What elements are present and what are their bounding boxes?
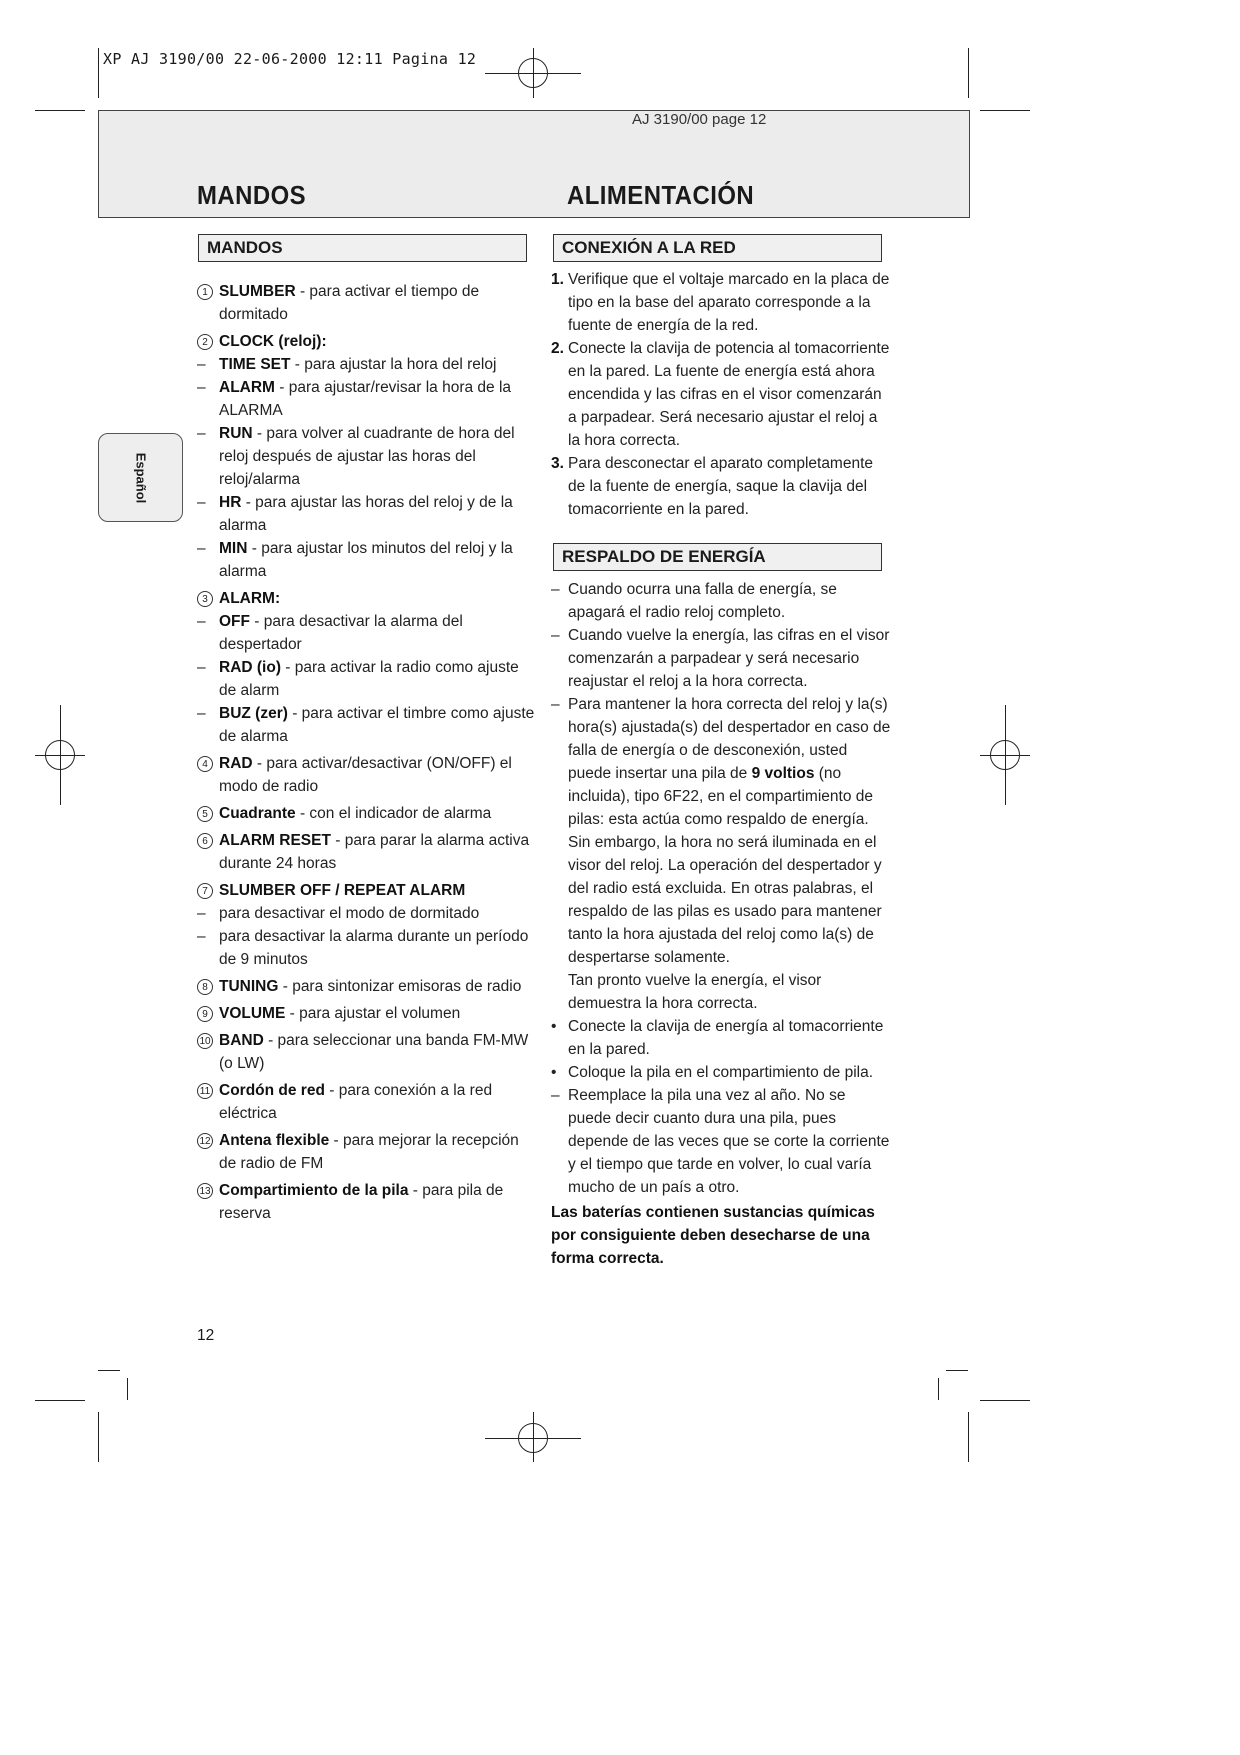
backup-bold: 9 voltios (751, 765, 815, 782)
section-box-mandos: MANDOS (198, 234, 527, 262)
crop-mark (968, 48, 969, 98)
backup-list (551, 578, 891, 1199)
page-number: 12 (197, 1327, 215, 1344)
registration-mark (1005, 705, 1006, 805)
item-dash: – (197, 928, 206, 945)
backup-marker: – (551, 627, 560, 644)
backup-section (551, 578, 891, 1270)
backup-marker: – (551, 696, 560, 713)
backup-item (551, 624, 891, 693)
item-dash: – (197, 540, 206, 557)
control-name: RAD (219, 755, 253, 772)
control-item (197, 1002, 537, 1025)
control-description: - para parar la alarma activa durante 24 horas (219, 832, 530, 872)
backup-text: Reemplace la pila una vez al año. No se puede decir cuanto dura una pila, pues depende de las veces que se corte la corriente y el tiempo que tarde en volver, lo cual varía mucho de un país a otro. (568, 1087, 890, 1196)
control-description: - para ajustar el volumen (285, 1005, 461, 1022)
control-item (197, 353, 537, 376)
control-item (197, 975, 537, 998)
control-name: MIN (219, 540, 248, 557)
crop-mark (98, 1370, 120, 1371)
item-number: 9 (197, 1006, 213, 1022)
control-name: BAND (219, 1032, 264, 1049)
backup-item (551, 578, 891, 624)
control-name: RAD (io) (219, 659, 281, 676)
control-description: para desactivar el modo de dormitado (219, 905, 480, 922)
left-heading: MANDOS (197, 180, 307, 210)
crop-mark (35, 1400, 85, 1401)
item-dash: – (197, 705, 206, 722)
backup-text: Para mantener la hora correcta del reloj y la(s) hora(s) ajustada(s) del despertador en caso de falla de energía o de desconexión, usted puede insertar una pila de (568, 696, 891, 782)
control-item (197, 330, 537, 353)
control-item (197, 280, 537, 326)
item-number: 12 (197, 1133, 213, 1149)
backup-marker: – (551, 581, 560, 598)
control-description: - para activar/desactivar (ON/OFF) el modo de radio (219, 755, 512, 795)
step-number: 2. (551, 340, 564, 357)
language-tab-label: Español (133, 452, 149, 504)
control-name: Cordón de red (219, 1082, 325, 1099)
crop-mark (35, 110, 85, 111)
step-number: 3. (551, 455, 564, 472)
backup-text: Coloque la pila en el compartimiento de pila. (568, 1064, 874, 1081)
step-item (551, 452, 891, 521)
item-dash: – (197, 659, 206, 676)
item-dash: – (197, 905, 206, 922)
backup-marker: • (551, 1018, 557, 1035)
control-description: - para ajustar/revisar la hora de la ALARMA (219, 379, 512, 419)
item-dash: – (197, 356, 206, 373)
crop-mark (938, 1378, 939, 1400)
control-item (197, 752, 537, 798)
section-box-conexion: CONEXIÓN A LA RED (553, 234, 882, 262)
control-item (197, 1129, 537, 1175)
item-number: 7 (197, 883, 213, 899)
control-description: - para activar la radio como ajuste de alarm (219, 659, 519, 699)
control-item (197, 902, 537, 925)
control-description: - para sintonizar emisoras de radio (278, 978, 522, 995)
control-description: - para ajustar las horas del reloj y de la alarma (219, 494, 513, 534)
item-number: 6 (197, 833, 213, 849)
backup-text: Cuando vuelve la energía, las cifras en el visor comenzarán a parpadear y será necesario reajustar el reloj a la hora correcta. (568, 627, 890, 690)
step-number: 1. (551, 271, 564, 288)
control-name: ALARM (219, 379, 275, 396)
control-description: - para desactivar la alarma del despertador (219, 613, 463, 653)
crop-mark (980, 1400, 1030, 1401)
crop-mark (968, 1412, 969, 1462)
backup-item (551, 1084, 891, 1199)
control-description: - para seleccionar una banda FM-MW (o LW) (219, 1032, 529, 1072)
item-dash: – (197, 425, 206, 442)
backup-item (551, 1061, 891, 1084)
control-item (197, 879, 537, 902)
control-description: - con el indicador de alarma (295, 805, 492, 822)
right-heading: ALIMENTACIÓN (567, 180, 755, 210)
control-item (197, 537, 537, 583)
battery-warning: Las baterías contienen sustancias químicas por consiguiente deben desecharse de una forma correcta. (551, 1204, 875, 1267)
crop-mark (98, 48, 99, 98)
item-number: 3 (197, 591, 213, 607)
control-item (197, 587, 537, 610)
item-number: 10 (197, 1033, 213, 1049)
crop-mark (127, 1378, 128, 1400)
backup-text: Conecte la clavija de energía al tomacorriente en la pared. (568, 1018, 884, 1058)
step-item (551, 268, 891, 337)
item-number: 8 (197, 979, 213, 995)
backup-text: (no incluida), tipo 6F22, en el compartimiento de pilas: esta actúa como respaldo de energía. Sin embargo, la hora no será iluminada en el visor del reloj. La operación del despertador y del radio está excluida. En otras palabras, el respaldo de las pilas es usado para mantener tanto la hora ajustada del reloj como la(s) de despertarse solamente. (568, 765, 882, 966)
control-name: TUNING (219, 978, 279, 995)
control-name: VOLUME (219, 1005, 286, 1022)
control-name: CLOCK (reloj): (219, 333, 327, 350)
step-text: Para desconectar el aparato completamente de la fuente de energía, saque la clavija del tomacorriente en la pared. (568, 455, 874, 518)
control-description: - para ajustar la hora del reloj (290, 356, 497, 373)
item-dash: – (197, 494, 206, 511)
control-item (197, 376, 537, 422)
control-description: para desactivar la alarma durante un período de 9 minutos (219, 928, 529, 968)
registration-mark (533, 1412, 534, 1462)
print-slug: XP AJ 3190/00 22-06-2000 12:11 Pagina 12 (103, 50, 477, 68)
backup-item (551, 969, 891, 1015)
control-description: - para pila de reserva (219, 1182, 504, 1222)
item-number: 11 (197, 1083, 213, 1099)
crop-mark (98, 1412, 99, 1462)
control-name: SLUMBER (219, 283, 296, 300)
page-reference: AJ 3190/00 page 12 (632, 111, 767, 128)
control-name: Antena flexible (219, 1132, 330, 1149)
control-item (197, 702, 537, 748)
backup-item (551, 1015, 891, 1061)
control-name: Compartimiento de la pila (219, 1182, 409, 1199)
control-item (197, 1179, 537, 1225)
backup-item (551, 693, 891, 969)
control-name: ALARM RESET (219, 832, 331, 849)
backup-marker: – (551, 1087, 560, 1104)
control-description: - para activar el tiempo de dormitado (219, 283, 480, 323)
control-item (197, 925, 537, 971)
control-item (197, 802, 537, 825)
crop-mark (946, 1370, 968, 1371)
step-item (551, 337, 891, 452)
control-item (197, 491, 537, 537)
section-box-respaldo: RESPALDO DE ENERGÍA (553, 543, 882, 571)
control-description: - para mejorar la recepción de radio de FM (219, 1132, 519, 1172)
control-item (197, 656, 537, 702)
registration-mark (60, 705, 61, 805)
control-description: - para volver al cuadrante de hora del reloj después de ajustar las horas del reloj/alarma (219, 425, 515, 488)
control-description: - para activar el timbre como ajuste de alarma (219, 705, 535, 745)
step-text: Verifique que el voltaje marcado en la placa de tipo en la base del aparato corresponde a la fuente de energía de la red. (568, 271, 890, 334)
control-item (197, 610, 537, 656)
language-tab (98, 433, 183, 522)
control-name: OFF (219, 613, 250, 630)
power-connection-steps (551, 268, 891, 521)
item-number: 1 (197, 284, 213, 300)
control-name: SLUMBER OFF / REPEAT ALARM (219, 882, 466, 899)
crop-mark (980, 110, 1030, 111)
control-description: - para conexión a la red eléctrica (219, 1082, 493, 1122)
item-number: 4 (197, 756, 213, 772)
step-text: Conecte la clavija de potencia al tomacorriente en la pared. La fuente de energía está ahora encendida y las cifras en el visor comenzarán a parpadear. Será necesario ajustar el reloj a la hora correcta. (568, 340, 890, 449)
backup-text: Tan pronto vuelve la energía, el visor demuestra la hora correcta. (568, 972, 822, 1012)
item-dash: – (197, 379, 206, 396)
registration-mark (533, 48, 534, 98)
control-description: - para ajustar los minutos del reloj y la alarma (219, 540, 513, 580)
control-name: HR (219, 494, 242, 511)
item-dash: – (197, 613, 206, 630)
control-name: TIME SET (219, 356, 291, 373)
controls-list (197, 280, 537, 1225)
item-number: 5 (197, 806, 213, 822)
control-name: BUZ (zer) (219, 705, 288, 722)
backup-text: Cuando ocurra una falla de energía, se apagará el radio reloj completo. (568, 581, 837, 621)
item-number: 2 (197, 334, 213, 350)
control-name: RUN (219, 425, 253, 442)
control-name: Cuadrante (219, 805, 296, 822)
item-number: 13 (197, 1183, 213, 1199)
control-item (197, 1079, 537, 1125)
control-item (197, 829, 537, 875)
backup-marker: • (551, 1064, 557, 1081)
control-item (197, 422, 537, 491)
control-item (197, 1029, 537, 1075)
control-name: ALARM: (219, 590, 281, 607)
